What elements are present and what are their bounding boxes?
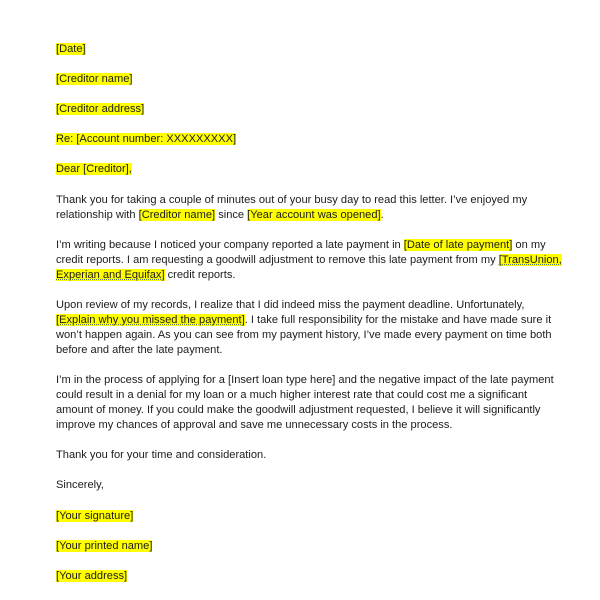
late-payment-date-placeholder: [Date of late payment] [403, 239, 513, 251]
paragraph-1-line-2 [56, 208, 384, 222]
paragraph-3-line-1: Upon review of my records, I realize that I did indeed miss the payment deadline. Unfortunately, [56, 299, 525, 311]
p2-text-c: credit reports. I am requesting a goodwill adjustment to remove this late payment from my [56, 254, 499, 266]
paragraph-2-line-1 [56, 238, 546, 252]
p2-text-a: I’m writing because I noticed your company reported a late payment in [56, 239, 404, 251]
paragraph-4-line-1: I’m in the process of applying for a [Insert loan type here] and the negative impact of the late payment [56, 374, 554, 386]
printed-name-placeholder: [Your printed name] [56, 540, 153, 552]
printed-name-line [56, 539, 152, 553]
p1-text-c: . [380, 209, 384, 221]
paragraph-4-line-4: improve my chances of approval and save me unnecessary costs in the process. [56, 419, 453, 431]
date-line [56, 42, 86, 56]
p3-text-b: . I take full responsibility for the mistake and have made sure it [244, 314, 552, 326]
paragraph-3-line-4: before and after the late payment. [56, 344, 223, 356]
signature-line [56, 509, 133, 523]
paragraph-2-line-3 [56, 268, 235, 282]
year-opened-placeholder: [Year account was opened] [247, 209, 381, 221]
creditor-name-line [56, 72, 132, 86]
paragraph-3-line-2 [56, 313, 551, 327]
p1-text-b: since [215, 209, 248, 221]
address-line [56, 569, 127, 583]
signature-placeholder: [Your signature] [56, 510, 134, 522]
re-line [56, 132, 236, 146]
creditor-address-line [56, 102, 144, 116]
paragraph-4-line-3: amount of money. If you could make the goodwill adjustment requested, I believe it will significantly [56, 404, 541, 416]
thanks-line: Thank you for your time and consideration. [56, 449, 267, 461]
paragraph-1-line-1: Thank you for taking a couple of minutes out of your busy day to read this letter. I’ve enjoyed my [56, 194, 528, 206]
greeting-line [56, 162, 132, 176]
p2-text-d: credit reports. [164, 269, 236, 281]
account-number-placeholder: Re: [Account number: XXXXXXXXX] [56, 133, 237, 145]
bureaus-placeholder-part-1: [TransUnion, [498, 254, 562, 266]
creditor-address-placeholder: [Creditor address] [56, 103, 145, 115]
creditor-name-placeholder: [Creditor name] [56, 73, 133, 85]
p2-text-b: on my [512, 239, 546, 251]
creditor-name-inline-placeholder: [Creditor name] [138, 209, 216, 221]
paragraph-2-line-2 [56, 253, 562, 267]
explanation-placeholder: [Explain why you missed the payment] [56, 314, 245, 326]
paragraph-3-line-3: won’t happen again. As you can see from my payment history, I’ve made every payment on time both [56, 329, 552, 341]
greeting: Dear [Creditor], [56, 163, 132, 175]
closing-line: Sincerely, [56, 479, 104, 491]
date-placeholder: [Date] [56, 43, 86, 55]
bureaus-placeholder-part-2: Experian and Equifax] [56, 269, 165, 281]
address-placeholder: [Your address] [56, 570, 128, 582]
p1-text-a: relationship with [56, 209, 139, 221]
paragraph-4-line-2: could result in a denial for my loan or a much higher interest rate that could cost me a significant [56, 389, 528, 401]
